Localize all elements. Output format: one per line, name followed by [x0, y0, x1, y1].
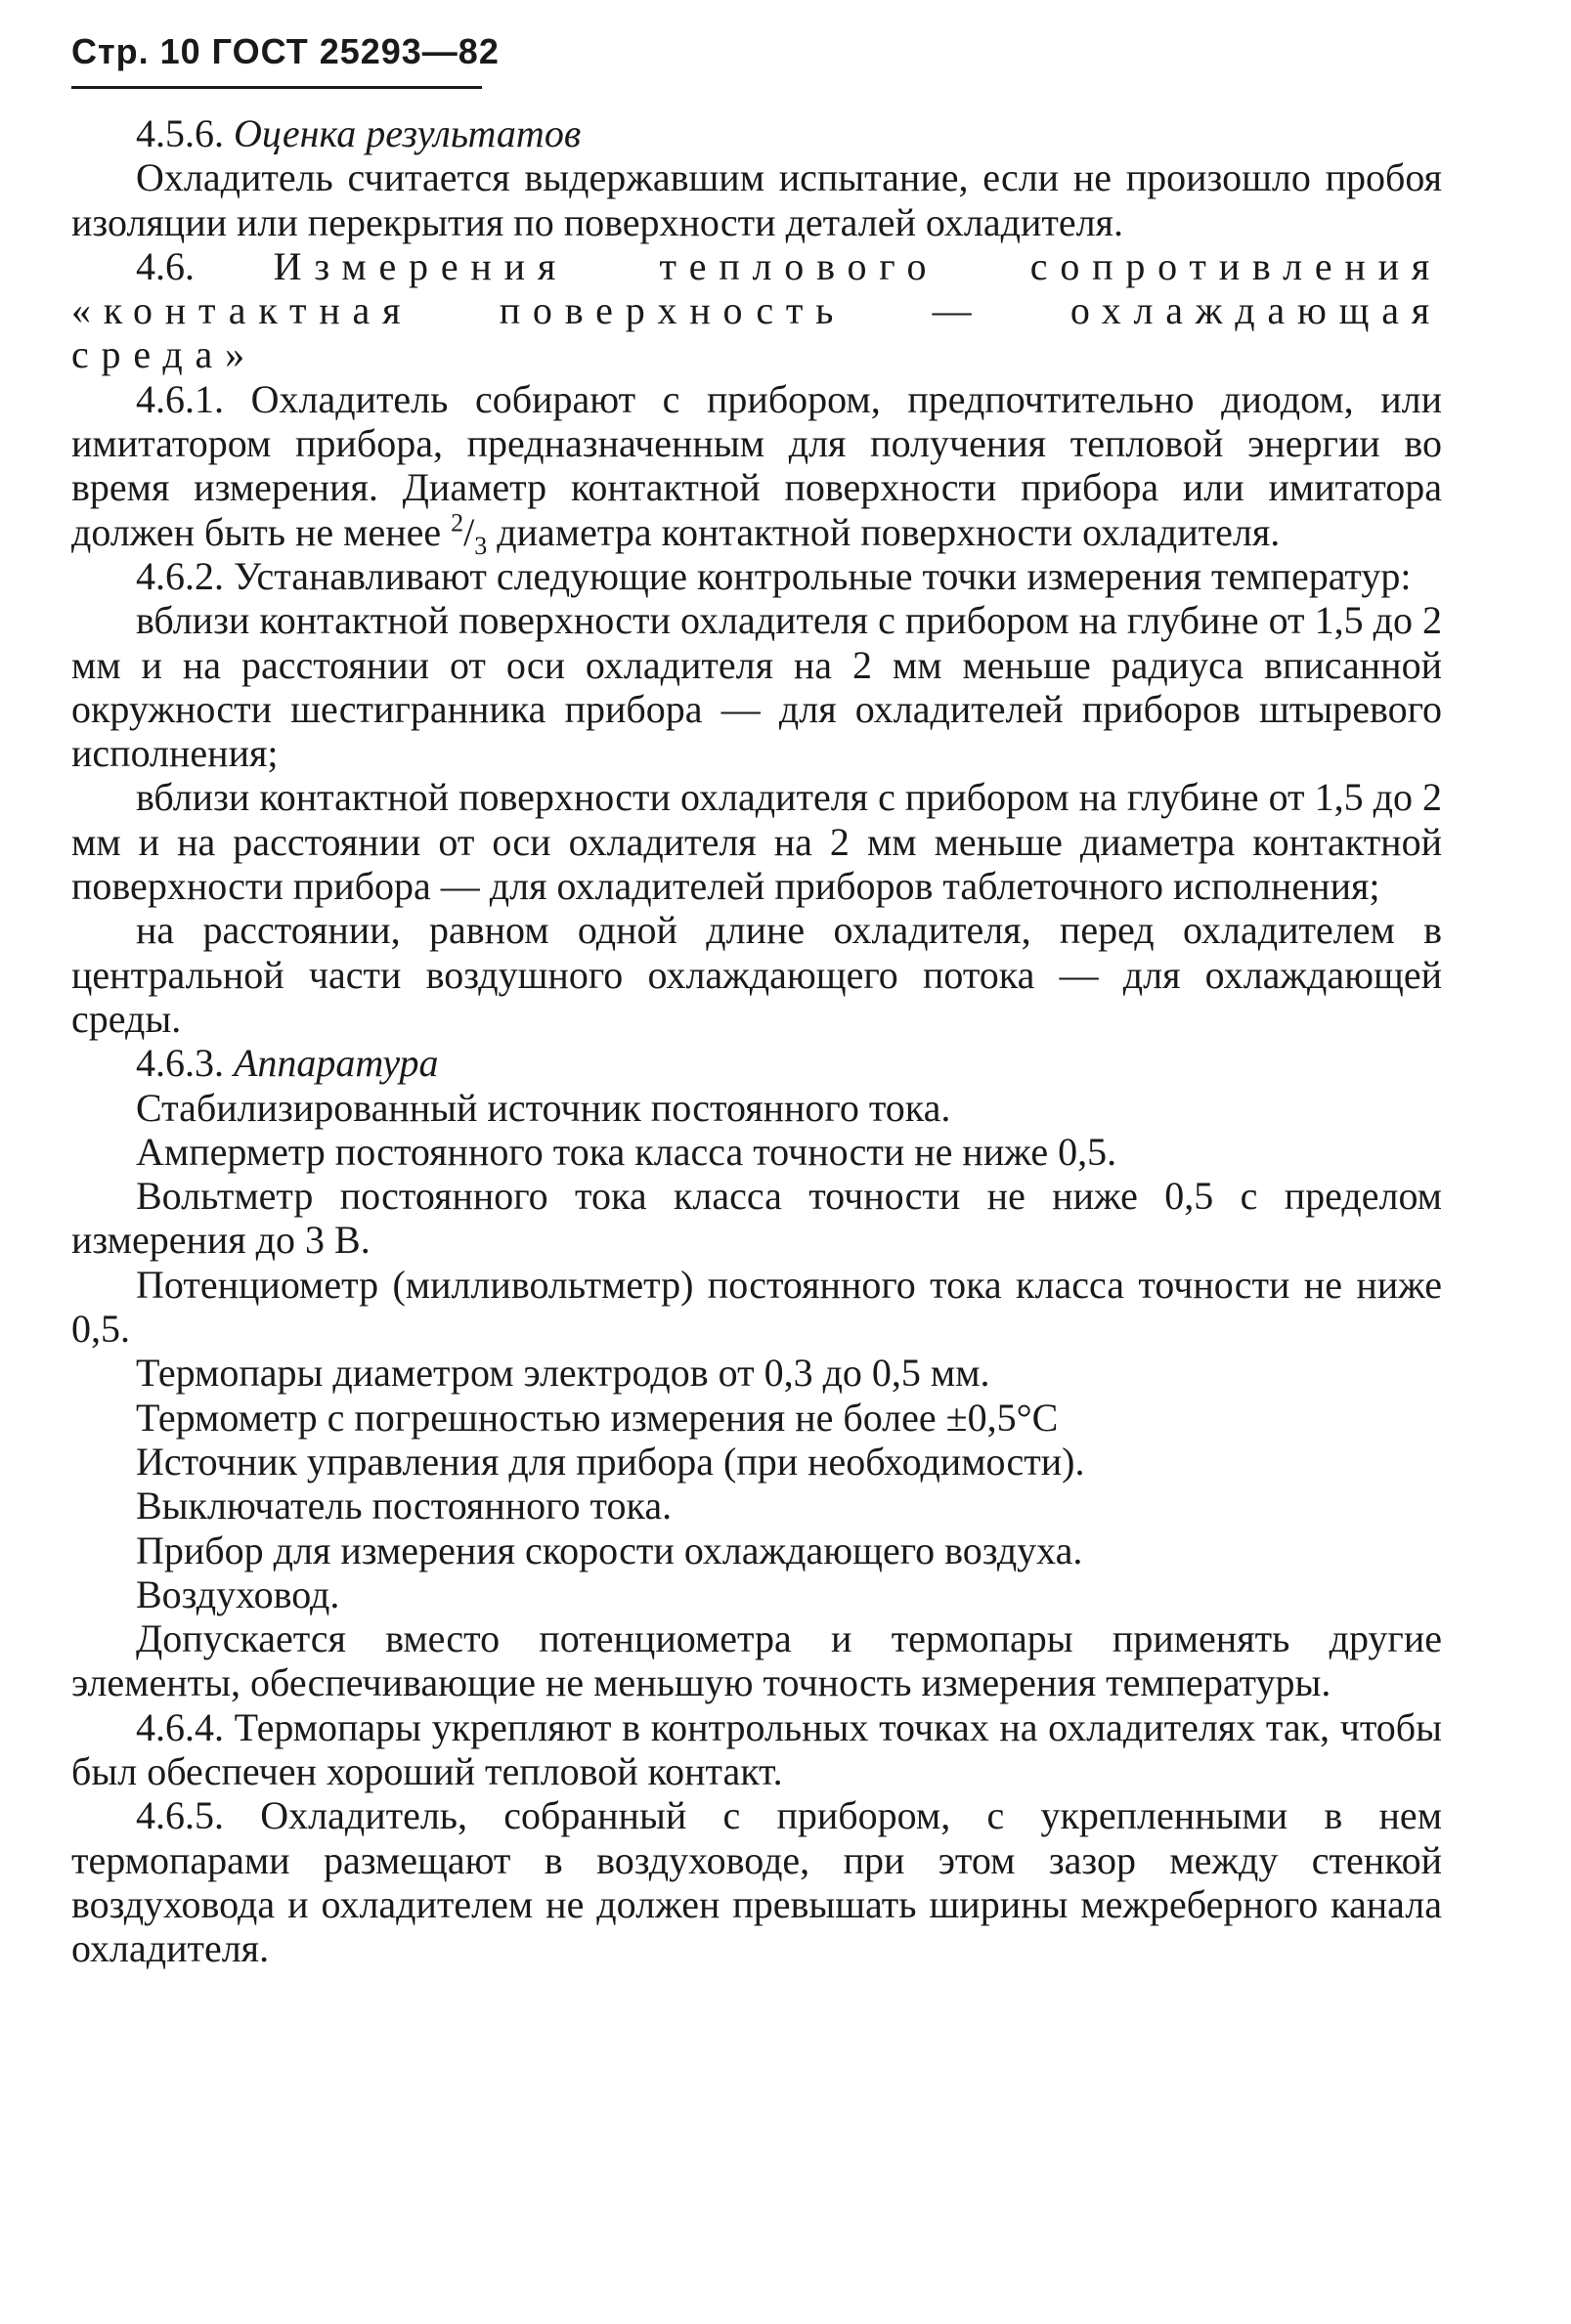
- section-4-6-5: 4.6.5. Охладитель, собранный с прибором, с укрепленными в нем термопарами размещают в воздуховоде, при этом зазор между стенкой воздуховода и охладителем не должен превышать ширины межреберного канала охладителя.: [71, 1793, 1442, 1971]
- list-item: на расстоянии, равном одной длине охладителя, перед охладителем в центральной части воздушного охлаждающего потока — для охлаждающей среды.: [71, 908, 1442, 1041]
- equipment-item: Стабилизированный источник постоянного тока.: [136, 1085, 951, 1130]
- paragraph-text: диаметра контактной поверхности охладителя.: [497, 509, 1281, 554]
- equipment-item: Термометр с погрешностью измерения не более ±0,5°С: [136, 1395, 1059, 1440]
- paragraph: Охладитель считается выдержавшим испытание, если не произошло пробоя изоляции или перекрытия по поверхности деталей охладителя.: [71, 155, 1442, 244]
- section-4-6-1: [71, 376, 1442, 560]
- page-header: Стр. 10 ГОСТ 25293—82: [71, 31, 500, 71]
- equipment-item: Прибор для измерения скорости охлаждающего воздуха.: [136, 1528, 1083, 1572]
- header-rule: [71, 86, 482, 89]
- equipment-item: Амперметр постоянного тока класса точности не ниже 0,5.: [136, 1129, 1117, 1174]
- paragraph-text: 4.6.1. Охладитель собирают с прибором, предпочтительно диодом, или имитатором прибора, предназначенным для получения тепловой энергии во время измерения. Диаметр контактной поверхности прибора или имитатора должен быть не менее: [71, 376, 1442, 554]
- section-4-6-2: 4.6.2. Устанавливают следующие контрольные точки измерения температур:: [136, 553, 1412, 598]
- fraction: $^2/_3$: [451, 508, 488, 560]
- section-4-6-heading: [71, 244, 1442, 377]
- section-number: 4.6.: [136, 243, 195, 288]
- equipment-item: Выключатель постоянного тока.: [136, 1484, 673, 1528]
- section-4-6-4: 4.6.4. Термопары укрепляют в контрольных точках на охладителях так, чтобы был обеспечен хороший тепловой контакт.: [71, 1704, 1442, 1793]
- equipment-note: Допускается вместо потенциометра и термопары применять другие элементы, обеспечивающие не меньшую точность измерения температуры.: [71, 1616, 1442, 1705]
- document-body: [71, 111, 1442, 1970]
- section-number: 4.6.3.: [136, 1041, 224, 1086]
- equipment-item: Воздуховод.: [136, 1571, 340, 1616]
- equipment-item: Вольтметр постоянного тока класса точности не ниже 0,5 с пределом измерения до 3 В.: [71, 1174, 1442, 1263]
- fraction-numerator: 2: [451, 508, 464, 538]
- section-4-5-6-heading: [71, 111, 1442, 155]
- equipment-item: Потенциометр (милливольтметр) постоянного тока класса точности не ниже 0,5.: [71, 1262, 1442, 1352]
- section-title: Измерения теплового сопротивления «контактная поверхность — охлаждающая среда»: [71, 243, 1442, 377]
- section-title: Аппаратура: [234, 1041, 439, 1086]
- section-number: 4.5.6.: [136, 111, 224, 155]
- section-4-6-3-heading: [71, 1041, 1442, 1085]
- section-title: Оценка результатов: [234, 111, 582, 155]
- list-item: вблизи контактной поверхности охладителя с прибором на глубине от 1,5 до 2 мм и на расстоянии от оси охладителя на 2 мм меньше радиуса вписанной окружности шестигранника прибора — для охладителей приборов штыревого исполнения;: [71, 598, 1442, 776]
- fraction-denominator: 3: [474, 531, 488, 560]
- equipment-item: Источник управления для прибора (при необходимости).: [136, 1439, 1085, 1484]
- list-item: вблизи контактной поверхности охладителя с прибором на глубине от 1,5 до 2 мм и на расстоянии от оси охладителя на 2 мм меньше диаметра контактной поверхности прибора — для охладителей приборов таблеточного исполнения;: [71, 775, 1442, 909]
- equipment-item: Термопары диаметром электродов от 0,3 до 0,5 мм.: [136, 1351, 990, 1396]
